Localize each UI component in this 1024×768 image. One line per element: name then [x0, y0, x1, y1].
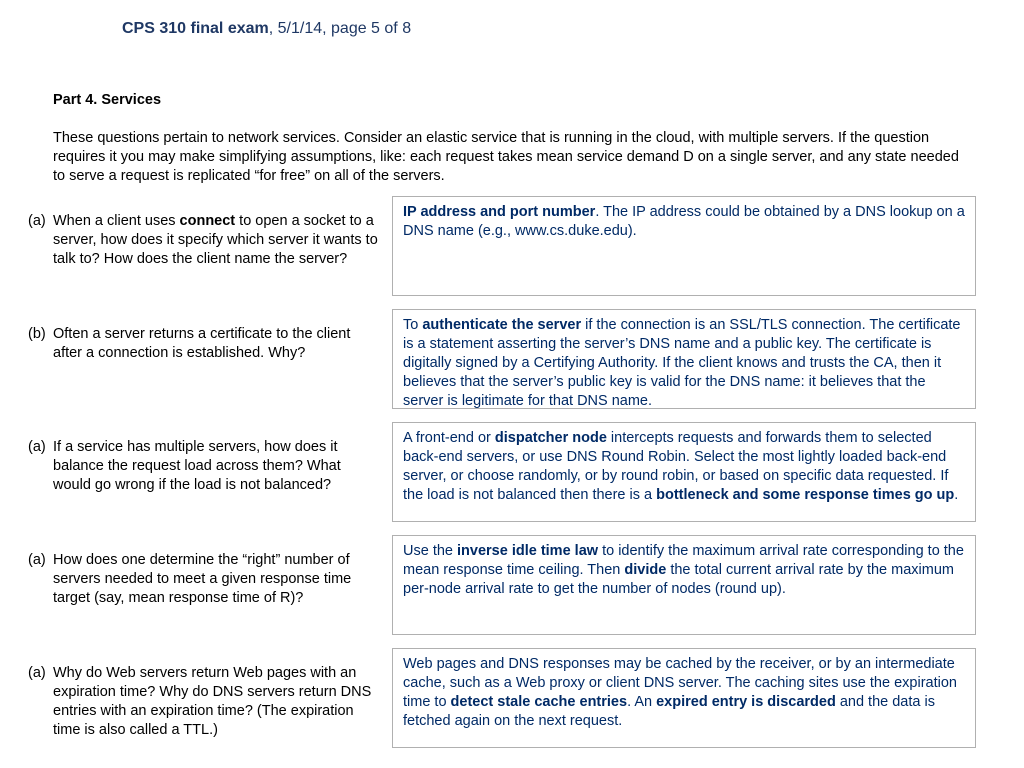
answer-text: . An: [627, 694, 657, 710]
question-text-bold: connect: [179, 213, 236, 229]
answer-text: and the data is fetched again on the next request.: [403, 694, 935, 729]
question-label: (a): [28, 213, 46, 229]
question-text: [53, 212, 378, 269]
answer-box-1: [392, 196, 976, 296]
answer-text: To: [403, 317, 423, 333]
part-title: Part 4. Services: [53, 92, 162, 108]
page-header: [122, 20, 411, 38]
question-2: [28, 325, 378, 363]
question-text-part: to open a socket to a server, how does it specify which server it wants to talk to? How does the client name the server?: [53, 213, 378, 267]
answer-text: the total current arrival rate by the maximum per-node arrival rate to get the number of nodes (round up).: [403, 562, 954, 597]
question-4: [28, 551, 378, 608]
question-label: (a): [28, 552, 46, 568]
question-text: How does one determine the “right” number of servers needed to meet a given response time target (say, mean response time of R)?: [53, 552, 352, 606]
question-text-part: When a client uses: [53, 213, 180, 229]
answer-text: if the connection is an SSL/TLS connection. The certificate is a statement asserting the server’s DNS name and a public key. The certificate is digitally signed by a Certifying Authority. If the client knows and trusts the CA, then it believes that the server’s public key is valid for the DNS name: it believes that the server is legitimate for that DNS name.: [403, 317, 961, 409]
answer-text: Web pages and DNS responses may be cached by the receiver, or by an intermediate cache, such as a Web proxy or client DNS server. The caching sites use the expiration time to: [403, 656, 957, 710]
question-1: [28, 212, 378, 269]
answer-box-2: [392, 309, 976, 409]
answer-keyword: dispatcher node: [494, 430, 607, 446]
answer-text: to identify the maximum arrival rate corresponding to the mean response time ceiling. Then: [403, 543, 964, 578]
question-label: (b): [28, 326, 46, 342]
answer-text: . The IP address could be obtained by a DNS lookup on a DNS name (e.g., www.cs.duke.edu).: [403, 204, 965, 239]
answer-text: intercepts requests and forwards them to selected back-end servers, or use DNS Round Robin. Select the most lightly loaded back-end server, or choose randomly, or by round robin, or based on specific data requested. If the load is not balanced then there is a: [403, 430, 949, 503]
answer-keyword: detect stale cache entries: [450, 694, 628, 710]
answer-keyword: inverse idle time law: [457, 543, 599, 559]
answer-keyword: divide: [624, 562, 667, 578]
answer-box-5: [392, 648, 976, 748]
answer-text: A front-end or: [403, 430, 495, 446]
answer-keyword: expired entry is discarded: [656, 694, 836, 710]
question-text: If a service has multiple servers, how does it balance the request load across them? What would go wrong if the load is not balanced?: [53, 439, 341, 493]
question-label: (a): [28, 665, 46, 681]
answer-box-3: [392, 422, 976, 522]
question-3: [28, 438, 378, 495]
question-text: Why do Web servers return Web pages with an expiration time? Why do DNS servers return DNS entries with an expiration time? (The expiration time is also called a TTL.): [53, 665, 372, 738]
answer-text: .: [954, 487, 959, 503]
exam-date-page: , 5/1/14, page 5 of 8: [268, 20, 412, 37]
answer-box-4: [392, 535, 976, 635]
question-label: (a): [28, 439, 46, 455]
answer-keyword: authenticate the server: [422, 317, 582, 333]
exam-title: CPS 310 final exam: [122, 20, 269, 37]
question-5: [28, 664, 378, 740]
answer-text: Use the: [403, 543, 457, 559]
question-text: Often a server returns a certificate to the client after a connection is established. Why?: [53, 326, 351, 361]
answer-keyword: IP address and port number: [403, 204, 596, 220]
answer-keyword: bottleneck and some response times go up: [656, 487, 955, 503]
part-intro: These questions pertain to network services. Consider an elastic service that is running in the cloud, with multiple servers. If the question requires it you may make simplifying assumptions, like: each request takes mean service demand D on a single server, and any state needed to serve a request is replicated “for free” on all of the servers.: [53, 130, 959, 184]
